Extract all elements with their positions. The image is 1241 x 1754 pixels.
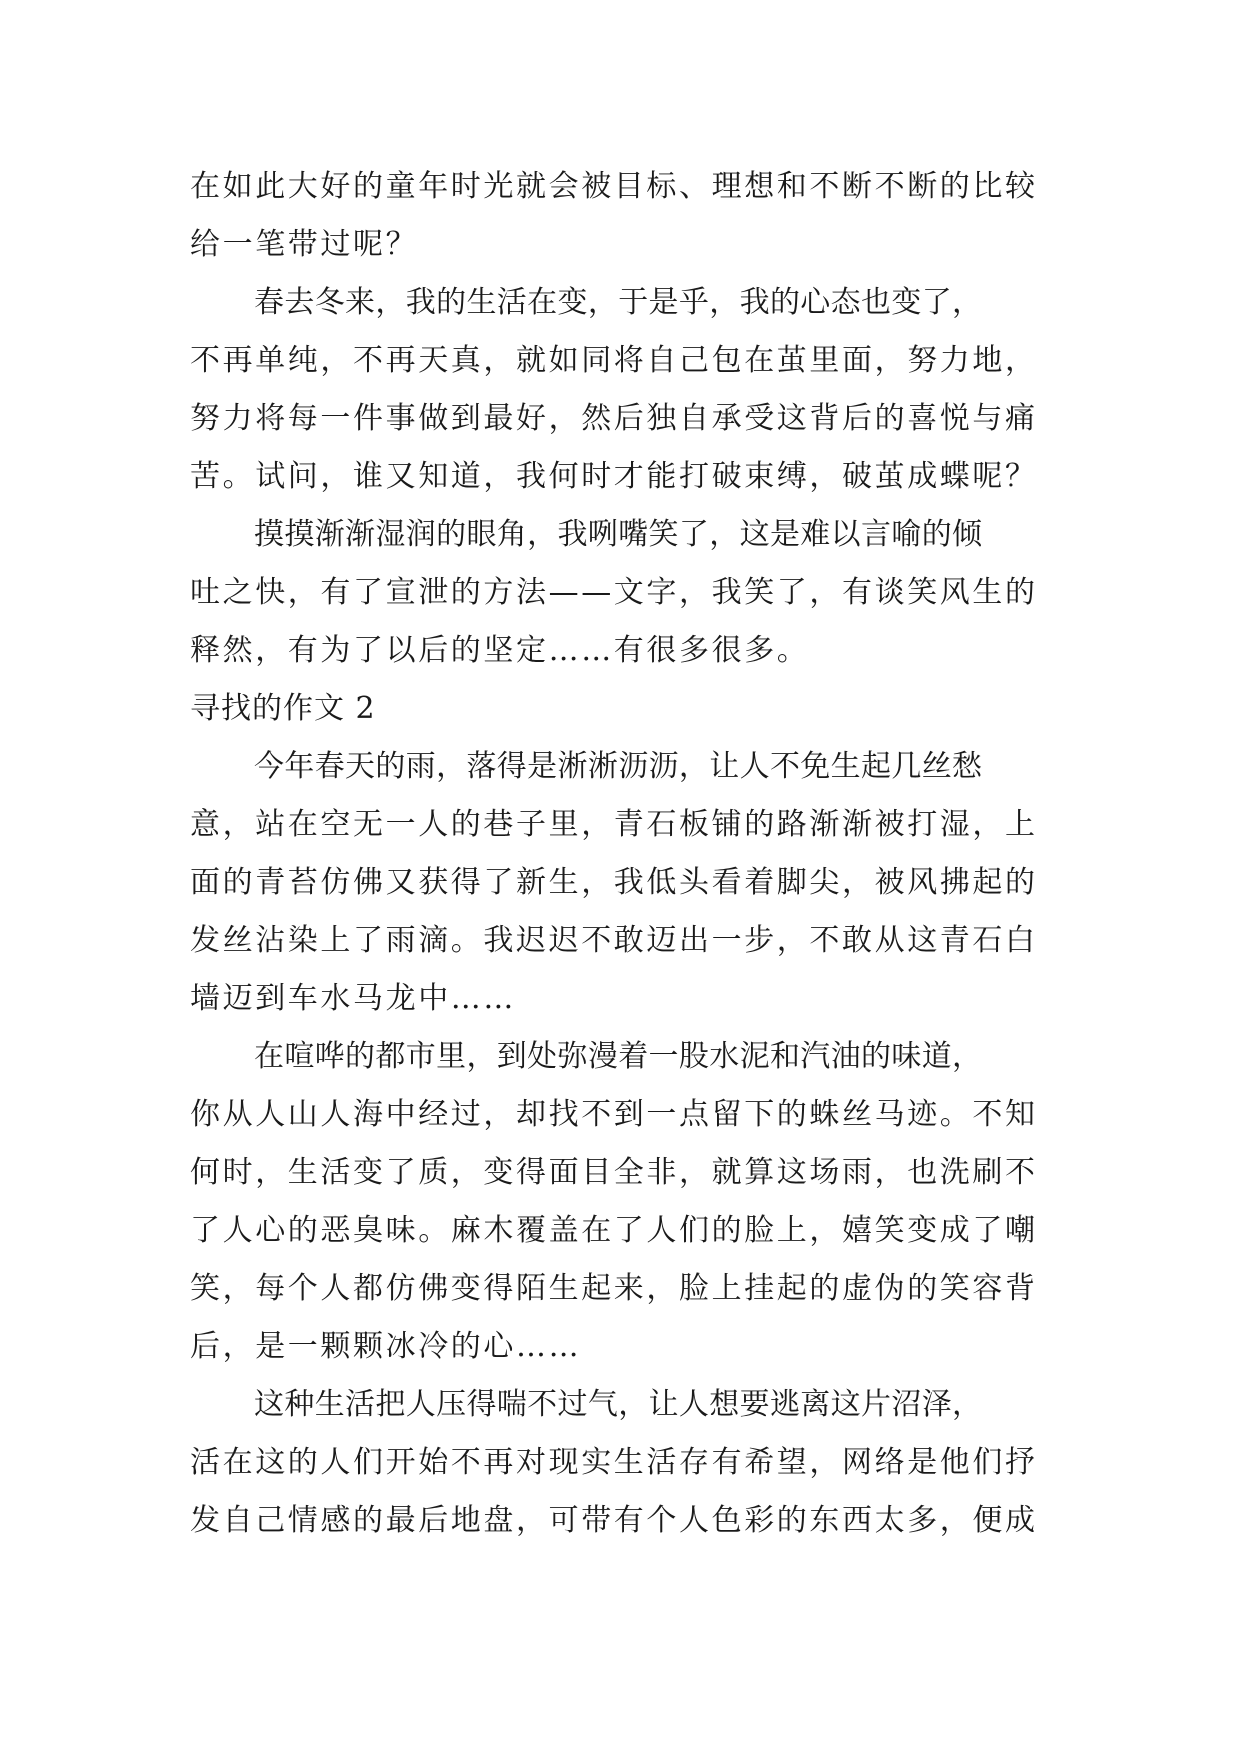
text-line: 活在这的人们开始不再对现实生活存有希望，网络是他们抒 [190, 1445, 1038, 1480]
text-line: 苦。试问，谁又知道，我何时才能打破束缚，破茧成蝶呢？ [190, 459, 1038, 494]
paragraph-6 [190, 1376, 1050, 1550]
text-line: 不再单纯，不再天真，就如同将自己包在茧里面，努力地， [190, 343, 1038, 378]
text-line: 释然，有为了以后的坚定……有很多很多。 [190, 633, 810, 668]
text-line: 在喧哗的都市里，到处弥漫着一股水泥和汽油的味道， [254, 1039, 983, 1074]
text-line: 吐之快，有了宣泄的方法——文字，我笑了，有谈笑风生的 [190, 575, 1038, 610]
paragraph-4 [190, 738, 1050, 1028]
text-line: 墙迈到车水马龙中…… [190, 981, 516, 1016]
text-line: 何时，生活变了质，变得面目全非，就算这场雨，也洗刷不 [190, 1155, 1038, 1190]
text-line: 你从人山人海中经过，却找不到一点留下的蛛丝马迹。不知 [190, 1097, 1038, 1132]
paragraph-1 [190, 158, 1050, 274]
text-line: 春去冬来，我的生活在变，于是乎，我的心态也变了， [254, 285, 983, 320]
text-line: 笑，每个人都仿佛变得陌生起来，脸上挂起的虚伪的笑容背 [190, 1271, 1038, 1306]
heading-text: 寻找的作文 2 [190, 691, 376, 726]
text-line: 了人心的恶臭味。麻木覆盖在了人们的脸上，嬉笑变成了嘲 [190, 1213, 1038, 1248]
paragraph-3 [190, 506, 1050, 680]
paragraph-5 [190, 1028, 1050, 1376]
text-line: 面的青苔仿佛又获得了新生，我低头看着脚尖，被风拂起的 [190, 865, 1038, 900]
paragraph-2 [190, 274, 1050, 506]
text-line: 给一笔带过呢？ [190, 227, 419, 262]
text-line: 在如此大好的童年时光就会被目标、理想和不断不断的比较 [190, 169, 1038, 204]
text-line: 今年春天的雨，落得是淅淅沥沥，让人不免生起几丝愁 [254, 749, 983, 784]
section-heading [190, 680, 1050, 738]
document-body [190, 158, 1050, 1550]
text-line: 后，是一颗颗冰冷的心…… [190, 1329, 582, 1364]
text-line: 意，站在空无一人的巷子里，青石板铺的路渐渐被打湿，上 [190, 807, 1038, 842]
text-line: 努力将每一件事做到最好，然后独自承受这背后的喜悦与痛 [190, 401, 1038, 436]
text-line: 这种生活把人压得喘不过气，让人想要逃离这片沼泽， [254, 1387, 983, 1422]
text-line: 摸摸渐渐湿润的眼角，我咧嘴笑了，这是难以言喻的倾 [254, 517, 983, 552]
text-line: 发丝沾染上了雨滴。我迟迟不敢迈出一步，不敢从这青石白 [190, 923, 1038, 958]
text-line: 发自己情感的最后地盘，可带有个人色彩的东西太多，便成 [190, 1503, 1038, 1538]
